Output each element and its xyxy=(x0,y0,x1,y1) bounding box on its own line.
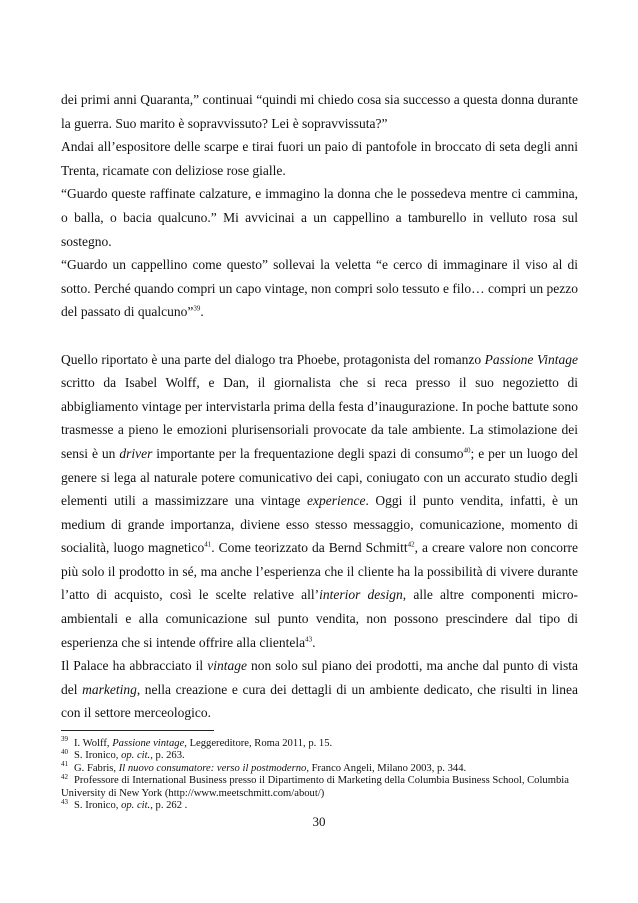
text-run: importante per la frequentazione degli spazi di consumo xyxy=(152,445,464,461)
text-run: , a creare valore non concorre più solo il prodotto in sé, ma anche l’esperienza che il cliente ha la possibilità di vivere durante l’atto di acquisto, così le scelte relative all’ xyxy=(61,540,578,603)
footnote-43 xyxy=(61,797,581,812)
text-run: Professore di International Business presso il Dipartimento di Marketing della Columbia Business School, Columbia University di New York (http://www.meetschmitt.com/about/) xyxy=(61,775,569,799)
text-run: S. Ironico, xyxy=(74,800,122,812)
text-run: . Oggi il punto vendita, infatti, è un medium di grande importanza, diviene esso stesso messaggio, comunicazione, momento di socialità, luogo magnetico xyxy=(61,493,578,556)
text-run: , nella creazione e cura dei dettagli di un ambiente dedicato, che risulti in linea con il settore merceologico. xyxy=(61,681,578,721)
footnote-ref-43: 43 xyxy=(305,635,313,644)
footnote-42 xyxy=(61,772,581,800)
italic-text: driver xyxy=(119,445,153,461)
footnote-ref-39: 39 xyxy=(193,304,201,313)
italic-text: Passione Vintage xyxy=(484,351,579,367)
dialogue-paragraph xyxy=(61,88,578,135)
footnote-40 xyxy=(61,747,581,762)
text-run: Andai all’espositore delle scarpe e tirai fuori un paio di pantofole in broccato di seta degli anni Trenta, ricamate con deliziose rose gialle. xyxy=(61,139,578,178)
text-run: . Come teorizzato da Bernd Schmitt xyxy=(211,540,408,556)
dialogue-paragraph xyxy=(61,253,578,324)
text-run: . xyxy=(200,304,204,320)
dialogue-paragraph xyxy=(61,182,578,253)
footnote-ref-41: 41 xyxy=(204,540,212,549)
text-run: S. Ironico, xyxy=(74,750,122,762)
footnote-39 xyxy=(61,735,581,750)
italic-text: interior design xyxy=(319,587,403,603)
text-run: , Leggereditore, Roma 2011, p. 15. xyxy=(184,738,333,749)
italic-text: vintage xyxy=(207,658,247,674)
italic-text: Il nuovo consumatore: verso il postmoderno, xyxy=(118,762,310,774)
text-run: , p. 263. xyxy=(150,750,185,762)
text-run: G. Fabris, xyxy=(74,762,119,774)
italic-text: op. cit. xyxy=(121,800,151,812)
italic-text: op. cit. xyxy=(121,750,151,762)
text-run: . xyxy=(312,634,316,650)
footnote-number: 42 xyxy=(61,772,68,781)
text-run: Il Palace ha abbracciato il xyxy=(61,658,208,674)
dialogue-paragraph xyxy=(61,135,578,182)
footnote-number: 43 xyxy=(61,797,68,806)
text-run: , p. 262 . xyxy=(150,800,188,812)
text-run: Franco Angeli, Milano 2003, p. 344. xyxy=(309,762,467,774)
text-run: dei primi anni Quaranta,” continuai “quindi mi chiedo cosa sia successo a questa donna durante la guerra. Suo marito è sopravvissuto? Lei è sopravvissuta?” xyxy=(61,92,578,131)
paragraph-spacer xyxy=(61,324,578,348)
text-run: I. Wolff, xyxy=(74,738,113,749)
footnote-ref-42: 42 xyxy=(407,540,415,549)
palace-paragraph xyxy=(61,654,578,725)
footnote-number: 40 xyxy=(61,747,68,756)
text-run: , alle altre componenti micro-ambientali e alla comunicazione sul punto vendita, non possono prescindere dal tipo di esperienza che si intende offrire alla clientela xyxy=(61,587,578,650)
body-text xyxy=(61,88,578,725)
footnotes xyxy=(61,735,581,812)
text-run: “Guardo queste raffinate calzature, e immagino la donna che le possedeva mentre ci cammina, o balla, o bacia qualcuno.” Mi avvicinai a un cappellino a tamburello in velluto rosa sul sostegno. xyxy=(61,186,578,249)
text-run: ; e per un luogo del genere si lega al naturale potere comunicativo dei capi, coniugato con un accurato studio degli elementi utili a massimizzare una vintage xyxy=(61,445,578,509)
footnote-41 xyxy=(61,760,581,775)
italic-text: experience xyxy=(307,493,366,509)
italic-text: marketing xyxy=(82,681,137,697)
footnote-ref-40: 40 xyxy=(463,446,471,455)
text-run: “Guardo un cappellino come questo” sollevai la veletta “e cerco di immaginare il viso al di sotto. Perché quando compri un capo vintage, non compri solo tessuto e filo… compri un pezzo del passato di qualcuno” xyxy=(61,257,579,320)
footnote-number: 41 xyxy=(61,760,68,769)
footnote-number: 39 xyxy=(61,735,68,744)
page-number: 30 xyxy=(312,814,326,829)
analysis-paragraph xyxy=(61,348,578,655)
text-run: Quello riportato è una parte del dialogo tra Phoebe, protagonista del romanzo xyxy=(61,351,485,367)
text-run: scritto da Isabel Wolff, e Dan, il giornalista che si reca presso il suo negozietto di abbigliamento vintage per intervistarla prima della festa d’inaugurazione. In poche battute sono trasmesse a pieno le emozioni plurisensoriali provocate da tale ambiente. La stimolazione dei sensi è un xyxy=(61,375,578,461)
footnote-separator xyxy=(61,730,214,731)
text-run: non solo sul piano dei prodotti, ma anche dal punto di vista del xyxy=(61,658,578,697)
italic-text: Passione vintage xyxy=(112,738,185,749)
